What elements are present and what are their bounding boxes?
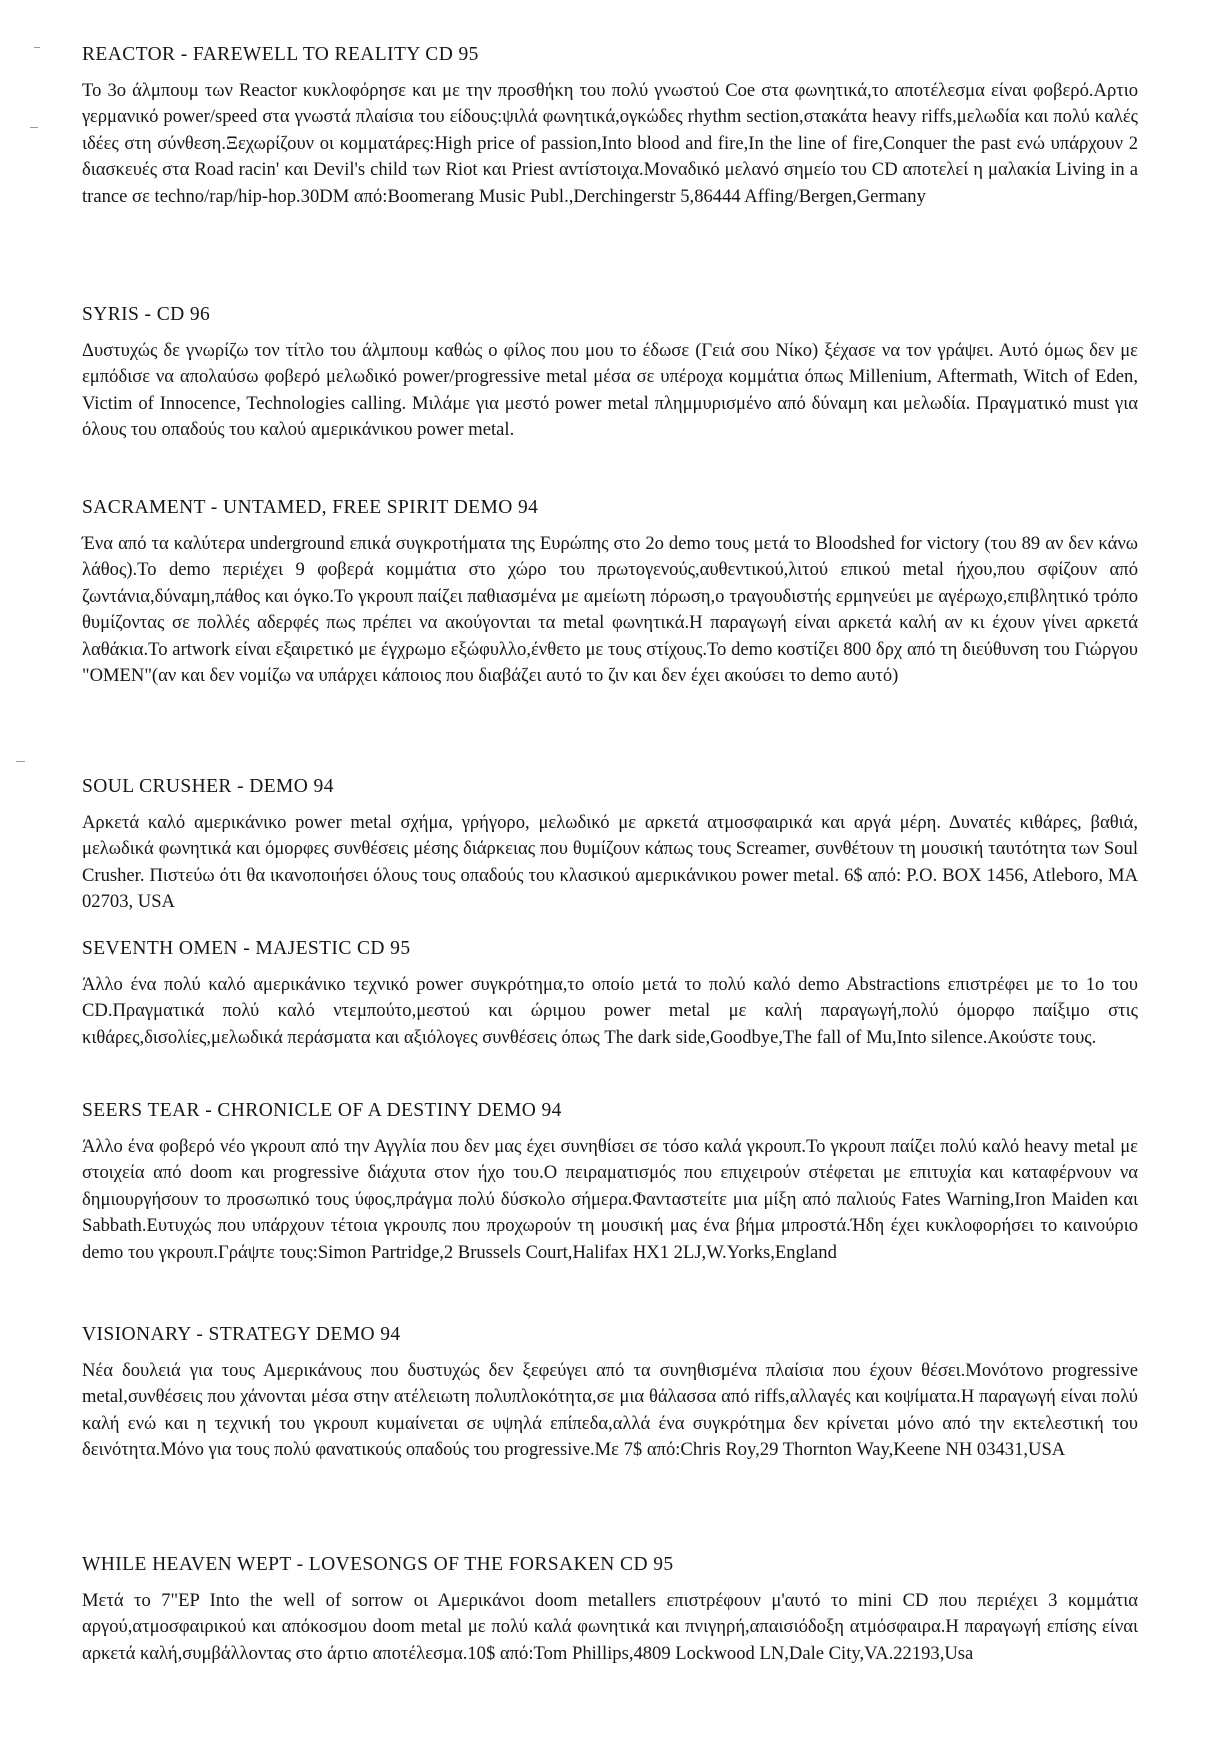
review-title: VISIONARY - STRATEGY DEMO 94: [82, 1324, 401, 1345]
review-while-heaven-wept: [82, 1554, 1138, 1667]
review-syris: [82, 304, 1138, 444]
margin-mark: [30, 127, 38, 128]
review-body: Άλλο ένα φοβερό νέο γκρουπ από την Αγγλία που δεν μας έχει συνηθίσει σε τόσο καλά γκρουπ.Το γκρουπ παίζει πολύ καλό heavy metal με στοιχεία από doom και progressive διάχυτα στον ήχο του.Ο πειραματισμός που επιχειρούν στέφεται με επιτυχία και καταφέρνουν να δημιουργήσουν το προσωπικό τους ύφος,πράγμα πολύ δύσκολο σήμερα.Φανταστείτε μια μίξη από παλιούς Fates Warning,Iron Maiden και Sabbath.Ευτυχώς που υπάρχουν τέτοια γκρουπς που προχωρούν τη μουσική μας ένα βήμα μπροστά.Ήδη έχει κυκλοφορήσει το καινούριο demo του γκρουπ.Γράψτε τους:Simon Partridge,2 Brussels Court,Halifax HX1 2LJ,W.Yorks,England: [82, 1136, 1138, 1263]
review-title: SOUL CRUSHER - DEMO 94: [82, 776, 334, 797]
review-sacrament: [82, 497, 1138, 689]
review-body: Ένα από τα καλύτερα underground επικά συγκροτήματα της Ευρώπης στο 2ο demo τους μετά το Bloodshed for victory (του 89 αν δεν κάνω λάθος).Το demo περιέχει 9 φοβερά κομμάτια στο χώρο του πρωτογενούς,αυθεντικού,λιτού επικού metal ήχου,που σφίζουν από ζωντάνια,δύναμη,πάθος και όγκο.Το γκρουπ παίζει παθιασμένα με αμείωτη πόρωση,ο τραγουδιστής ερμηνεύει με αγέρωχο,επιβλητικό τρόπο θυμίζοντας σε πολλές αδερφές πως πρέπει να ακούγονται τα metal φωνητικά.Η παραγωγή είναι αρκετά καλή αν κι έχουν γίνει αρκετά λαθάκια.Το artwork είναι εξαιρετικό με έγχρωμο εξώφυλλο,ένθετο με τους στίχους.Το demo κοστίζει 800 δρχ από τη διεύθυνση του Γιώργου "OMEN"(αν και δεν νομίζω να υπάρχει κάποιος που διαβάζει αυτό το ζιν και δεν έχει ακούσει το demo αυτό): [82, 533, 1138, 687]
review-title: SYRIS - CD 96: [82, 304, 211, 325]
review-body: Αρκετά καλό αμερικάνικο power metal σχήμα, γρήγορο, μελωδικό με αρκετά ατμοσφαιρικά και αργά μέρη. Δυνατές κιθάρες, βαθιά, μελωδικά φωνητικά και όμορφες συνθέσεις μέσης διάρκειας που θυμίζουν κάπως τους Screamer, συνθέτουν τη μουσική ταυτότητα των Soul Crusher. Πιστεύω ότι θα ικανοποιήσει όλους τους οπαδούς του κλασικού αμερικάνικου power metal. 6$ από: P.O. BOX 1456, Atleboro, MA 02703, USA: [82, 812, 1138, 913]
review-reactor: [82, 44, 1138, 210]
review-title: WHILE HEAVEN WEPT - LOVESONGS OF THE FORSAKEN CD 95: [82, 1554, 674, 1575]
review-title: SEERS TEAR - CHRONICLE OF A DESTINY DEMO 94: [82, 1100, 562, 1121]
margin-mark: [34, 47, 40, 48]
review-seers-tear: [82, 1100, 1138, 1266]
review-title: SACRAMENT - UNTAMED, FREE SPIRIT DEMO 94: [82, 497, 539, 518]
review-title: REACTOR - FAREWELL TO REALITY CD 95: [82, 44, 479, 65]
margin-mark: [16, 761, 25, 762]
review-body: Το 3ο άλμπουμ των Reactor κυκλοφόρησε και με την προσθήκη του πολύ γνωστού Coe στα φωνητικά,το αποτέλεσμα είναι φοβερό.Αρτιο γερμανικό power/speed στα γνωστά πλαίσια του είδους:ψιλά φωνητικά,ογκώδες rhythm section,στακάτα heavy riffs,μελωδία και πολύ καλές ιδέες στη σύνθεση.Ξεχωρίζουν οι κομματάρες:High price of passion,Into blood and fire,In the line of fire,Conquer the past ενώ υπάρχουν 2 διασκευές στα Road racin' και Devil's child των Riot και Priest αντίστοιχα.Μοναδικό μελανό σημείο του CD αποτελεί η μαλακία Living in a trance σε techno/rap/hip-hop.30DM από:Boomerang Music Publ.,Derchingerstr 5,86444 Affing/Bergen,Germany: [82, 80, 1139, 207]
review-body: Μετά το 7"EP Into the well of sorrow οι Αμερικάνοι doom metallers επιστρέφουν μ'αυτό το mini CD που περιέχει 3 κομμάτια αργού,ατμοσφαιρικού και απόκοσμου doom metal με πολύ καλά φωνητικά και πνιγηρή,απαισιόδοξη ατμόσφαιρα.Η παραγωγή επίσης είναι αρκετά καλή,συμβάλλοντας στο άρτιο αποτέλεσμα.10$ από:Tom Phillips,4809 Lockwood LN,Dale City,VA.22193,Usa: [82, 1590, 1138, 1664]
review-body: Δυστυχώς δε γνωρίζω τον τίτλο του άλμπουμ καθώς ο φίλος που μου το έδωσε (Γειά σου Νίκο) ξέχασε να τον γράψει. Αυτό όμως δεν με εμπόδισε να απολαύσω φοβερό μελωδικό power/progressive metal μέσα σε υπέροχα κομμάτια όπως Millenium, Aftermath, Witch of Eden, Victim of Innocence, Technologies calling. Μιλάμε για μεστό power metal πλημμυρισμένο από δύναμη και μελωδία. Πραγματικό must για όλους του οπαδούς του καλού αμερικάνικου power metal.: [82, 340, 1138, 441]
review-seventh-omen: [82, 938, 1138, 1051]
review-body: Άλλο ένα πολύ καλό αμερικάνικο τεχνικό power συγκρότημα,το οποίο μετά το πολύ καλό demo Abstractions επιστρέφει με το 1ο του CD.Πραγματικά πολύ καλό ντεμπούτο,μεστού και ώριμου power metal με καλή παραγωγή,πολύ όμορφο παίξιμο στις κιθάρες,δισολίες,μελωδικά περάσματα και αξιόλογες συνθέσεις όπως The dark side,Goodbye,The fall of Mu,Into silence.Ακούστε τους.: [82, 974, 1138, 1048]
review-soul-crusher: [82, 776, 1138, 916]
review-body: Νέα δουλειά για τους Αμερικάνους που δυστυχώς δεν ξεφεύγει από τα συνηθισμένα πλαίσια που έχουν θέσει.Μονότονο progressive metal,συνθέσεις που χάνονται μέσα στην ατέλειωτη πολυπλοκότητα,σε μια θάλασσα από riffs,αλλαγές και κοψίματα.Η παραγωγή είναι πολύ καλή ενώ και η τεχνική του γκρουπ κυμαίνεται σε υψηλά επίπεδα,αλλά ένα συγκρότημα δεν κρίνεται μόνο από την εκτελεστική του δεινότητα.Μόνο για τους πολύ φανατικούς οπαδούς του progressive.Με 7$ από:Chris Roy,29 Thornton Way,Keene NH 03431,USA: [82, 1360, 1138, 1461]
review-title: SEVENTH OMEN - MAJESTIC CD 95: [82, 938, 411, 959]
review-visionary: [82, 1324, 1138, 1464]
